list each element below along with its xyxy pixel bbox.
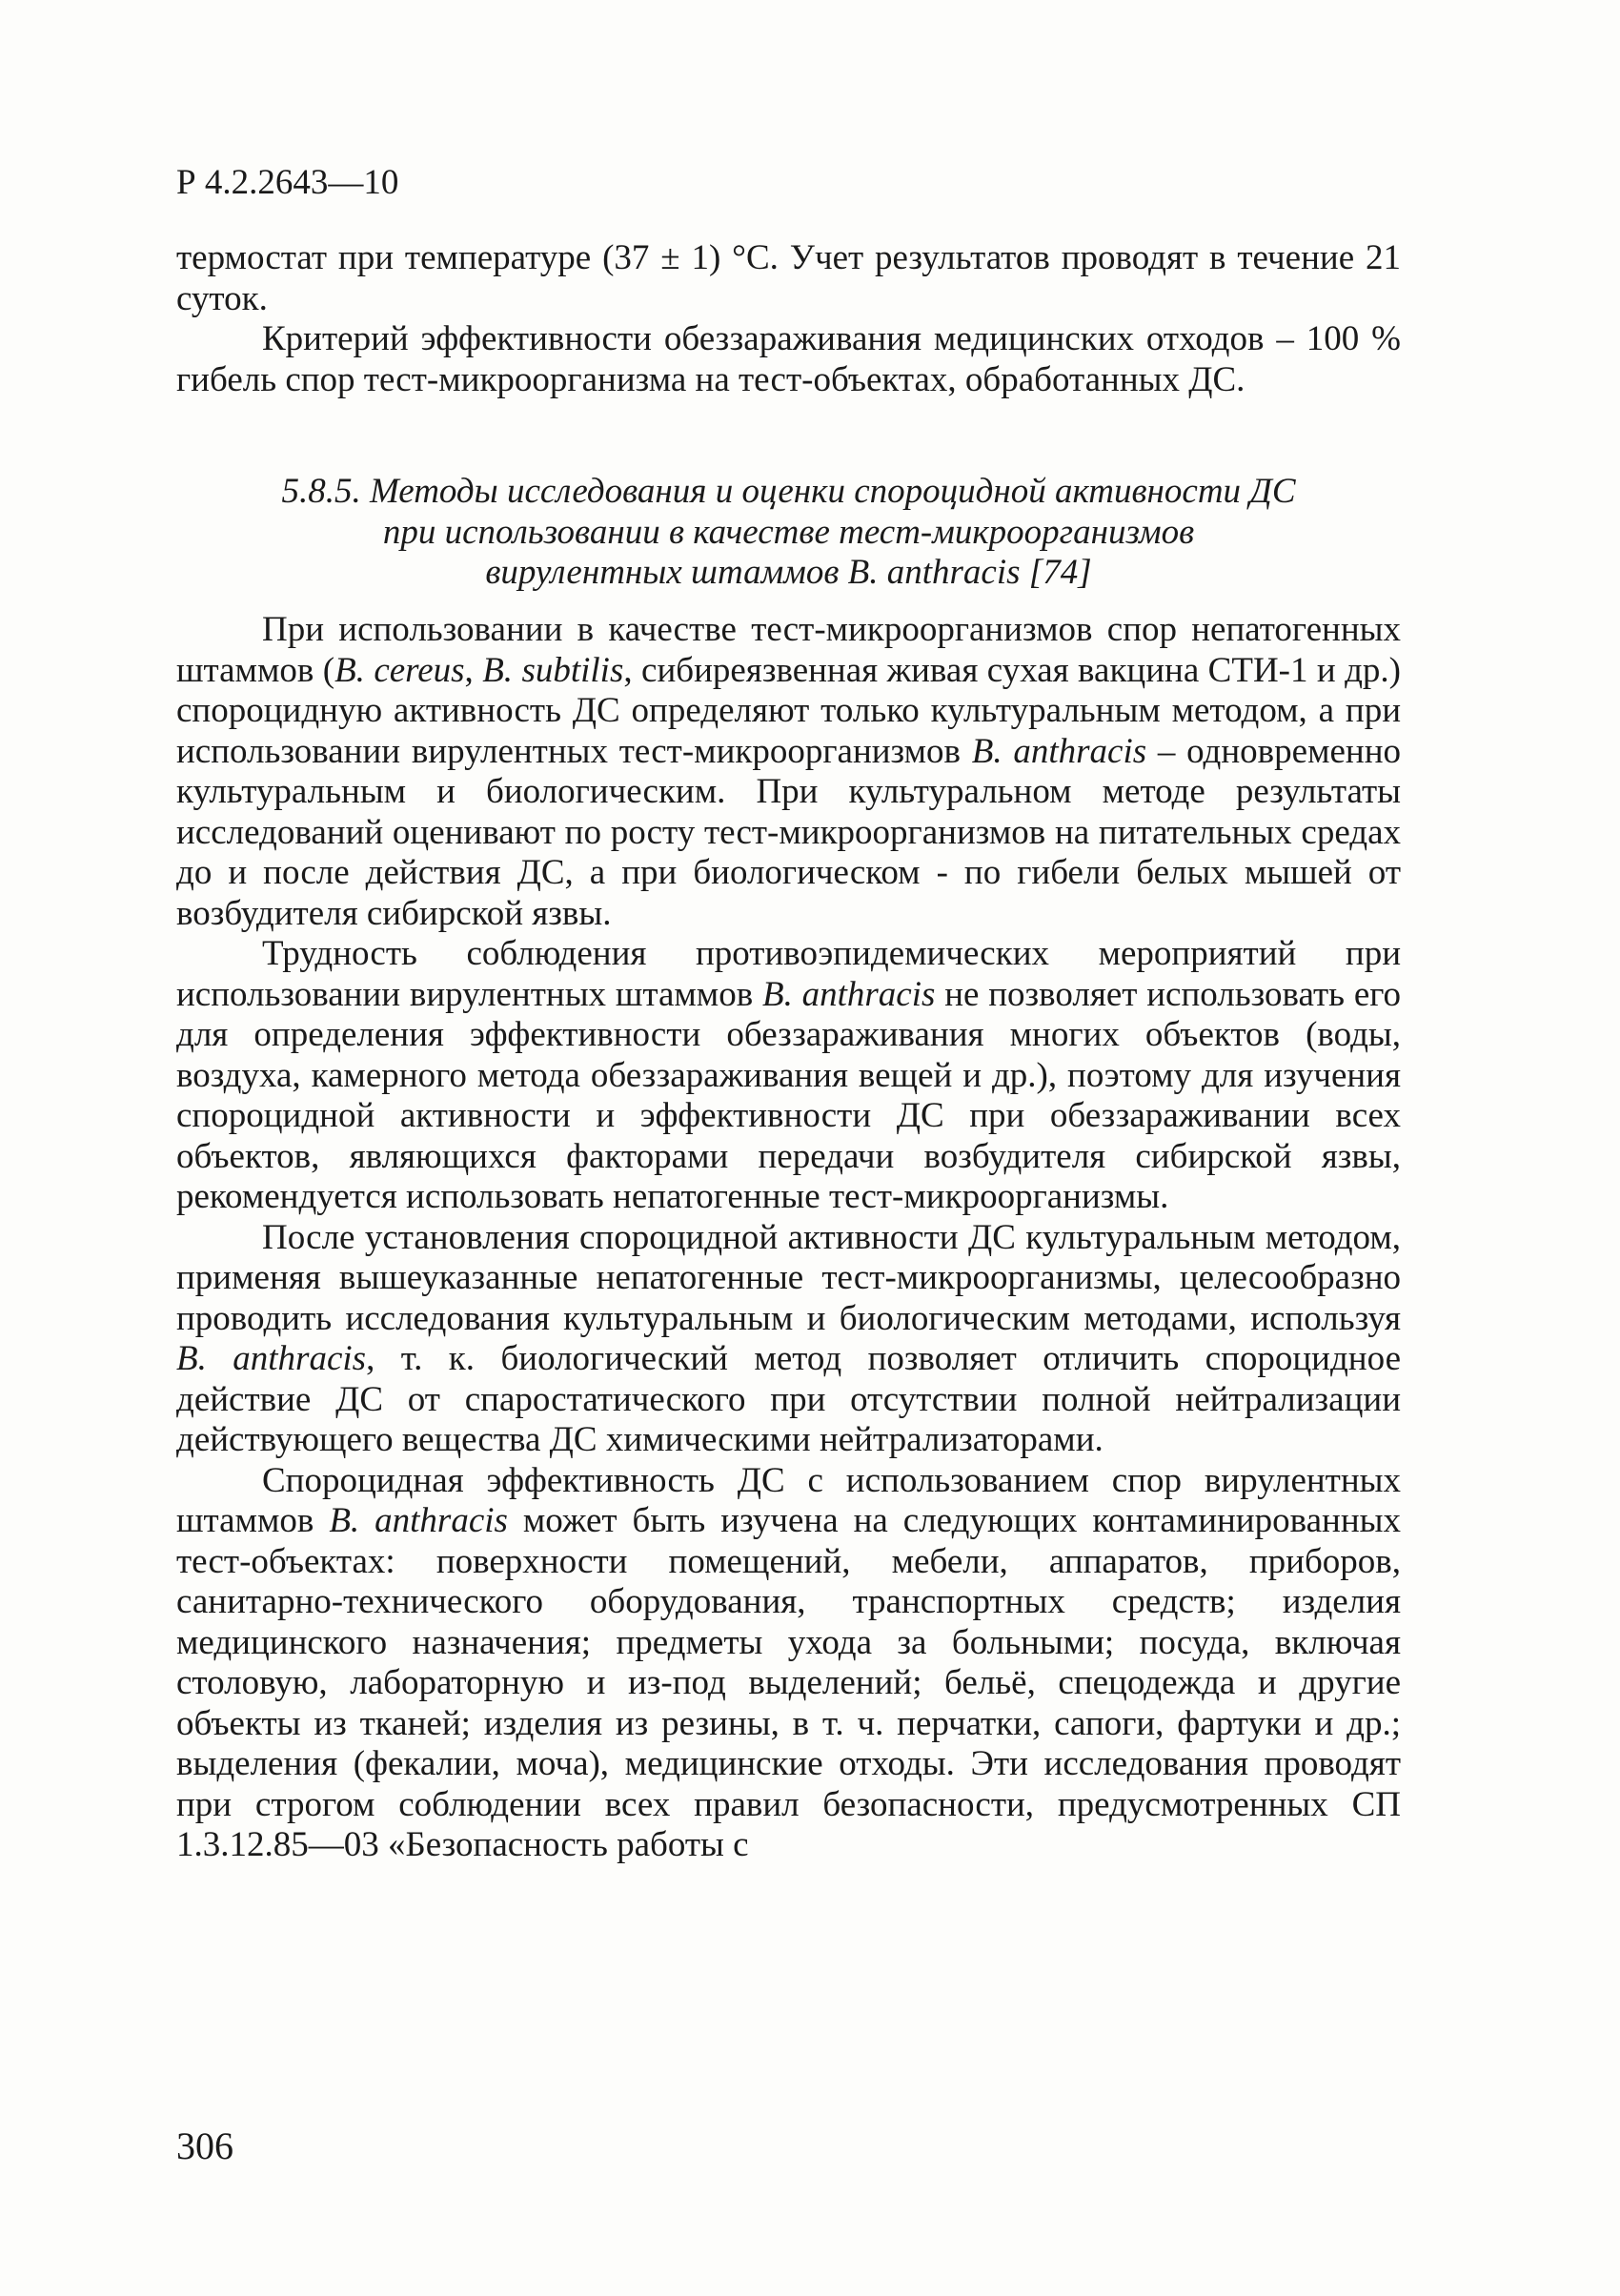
intro-text (176, 238, 1401, 400)
body-paragraph-3: После установления спороцидной активности ДС культуральным методом, применяя вышеуказанные непатогенные тест-микроорганизмы, целесообразно проводить исследования культуральным и биологическим методами, используя B. anthracis, т. к. биологический метод позволяет отличить спороцидное действие ДС от спаростатического при отсутствии полной нейтрализации действующего вещества ДС химическими нейтрализаторами. (176, 1217, 1401, 1459)
section-body (176, 610, 1401, 1866)
intro-paragraph-2: Критерий эффективности обеззараживания медицинских отходов – 100 % гибель спор тест-микроорганизма на тест-объектах, обработанных ДС. (176, 319, 1401, 399)
section-heading (176, 472, 1401, 594)
body-paragraph-2: Трудность соблюдения противоэпидемических мероприятий при использовании вирулентных штаммов B. anthracis не позволяет использовать его для определения эффективности обеззараживания многих объектов (воды, воздуха, камерного метода обеззараживания вещей и др.), поэтому для изучения спороцидной активности и эффективности ДС при обеззараживании всех объектов, являющихся факторами передачи возбудителя сибирской язвы, рекомендуется использовать непатогенные тест-микроорганизмы. (176, 934, 1401, 1216)
body-paragraph-1: При использовании в качестве тест-микроорганизмов спор непатогенных штаммов (B. cereus, B. subtilis, сибиреязвенная живая сухая вакцина СТИ-1 и др.) спороцидную активность ДС определяют только культуральным методом, а при использовании вирулентных тест-микроорганизмов B. anthracis – одновременно культуральным и биологическим. При культуральном методе результаты исследований оценивают по росту тест-микроорганизмов на питательных средах до и после действия ДС, а при биологическом - по гибели белых мышей от возбудителя сибирской язвы. (176, 610, 1402, 933)
section-heading-line-2: при использовании в качестве тест-микроорганизмов (382, 512, 1195, 552)
intro-paragraph-1: термостат при температуре (37 ± 1) °С. Учет результатов проводят в течение 21 суток. (176, 238, 1401, 318)
body-paragraph-4: Спороцидная эффективность ДС с использованием спор вирулентных штаммов B. anthracis может быть изучена на следующих контаминированных тест-объектах: поверхности помещений, мебели, аппаратов, приборов, санитарно-технического оборудования, транспортных средств; изделия медицинского назначения; предметы ухода за больными; посуда, включая столовую, лабораторную и из-под выделений; бельё, спецодежда и другие объекты из тканей; изделия из резины, в т. ч. перчатки, сапоги, фартуки и др.; выделения (фекалии, моча), медицинские отходы. Эти исследования проводят при строгом соблюдении всех правил безопасности, предусмотренных СП 1.3.12.85—03 «Безопасность работы с (176, 1460, 1401, 1864)
page-number: 306 (176, 2124, 233, 2167)
section-heading-line-3: вирулентных штаммов B. anthracis [74] (485, 553, 1092, 592)
section-heading-line-1: 5.8.5. Методы исследования и оценки спороцидной активности ДС (281, 472, 1296, 511)
document-code: Р 4.2.2643—10 (176, 163, 399, 202)
